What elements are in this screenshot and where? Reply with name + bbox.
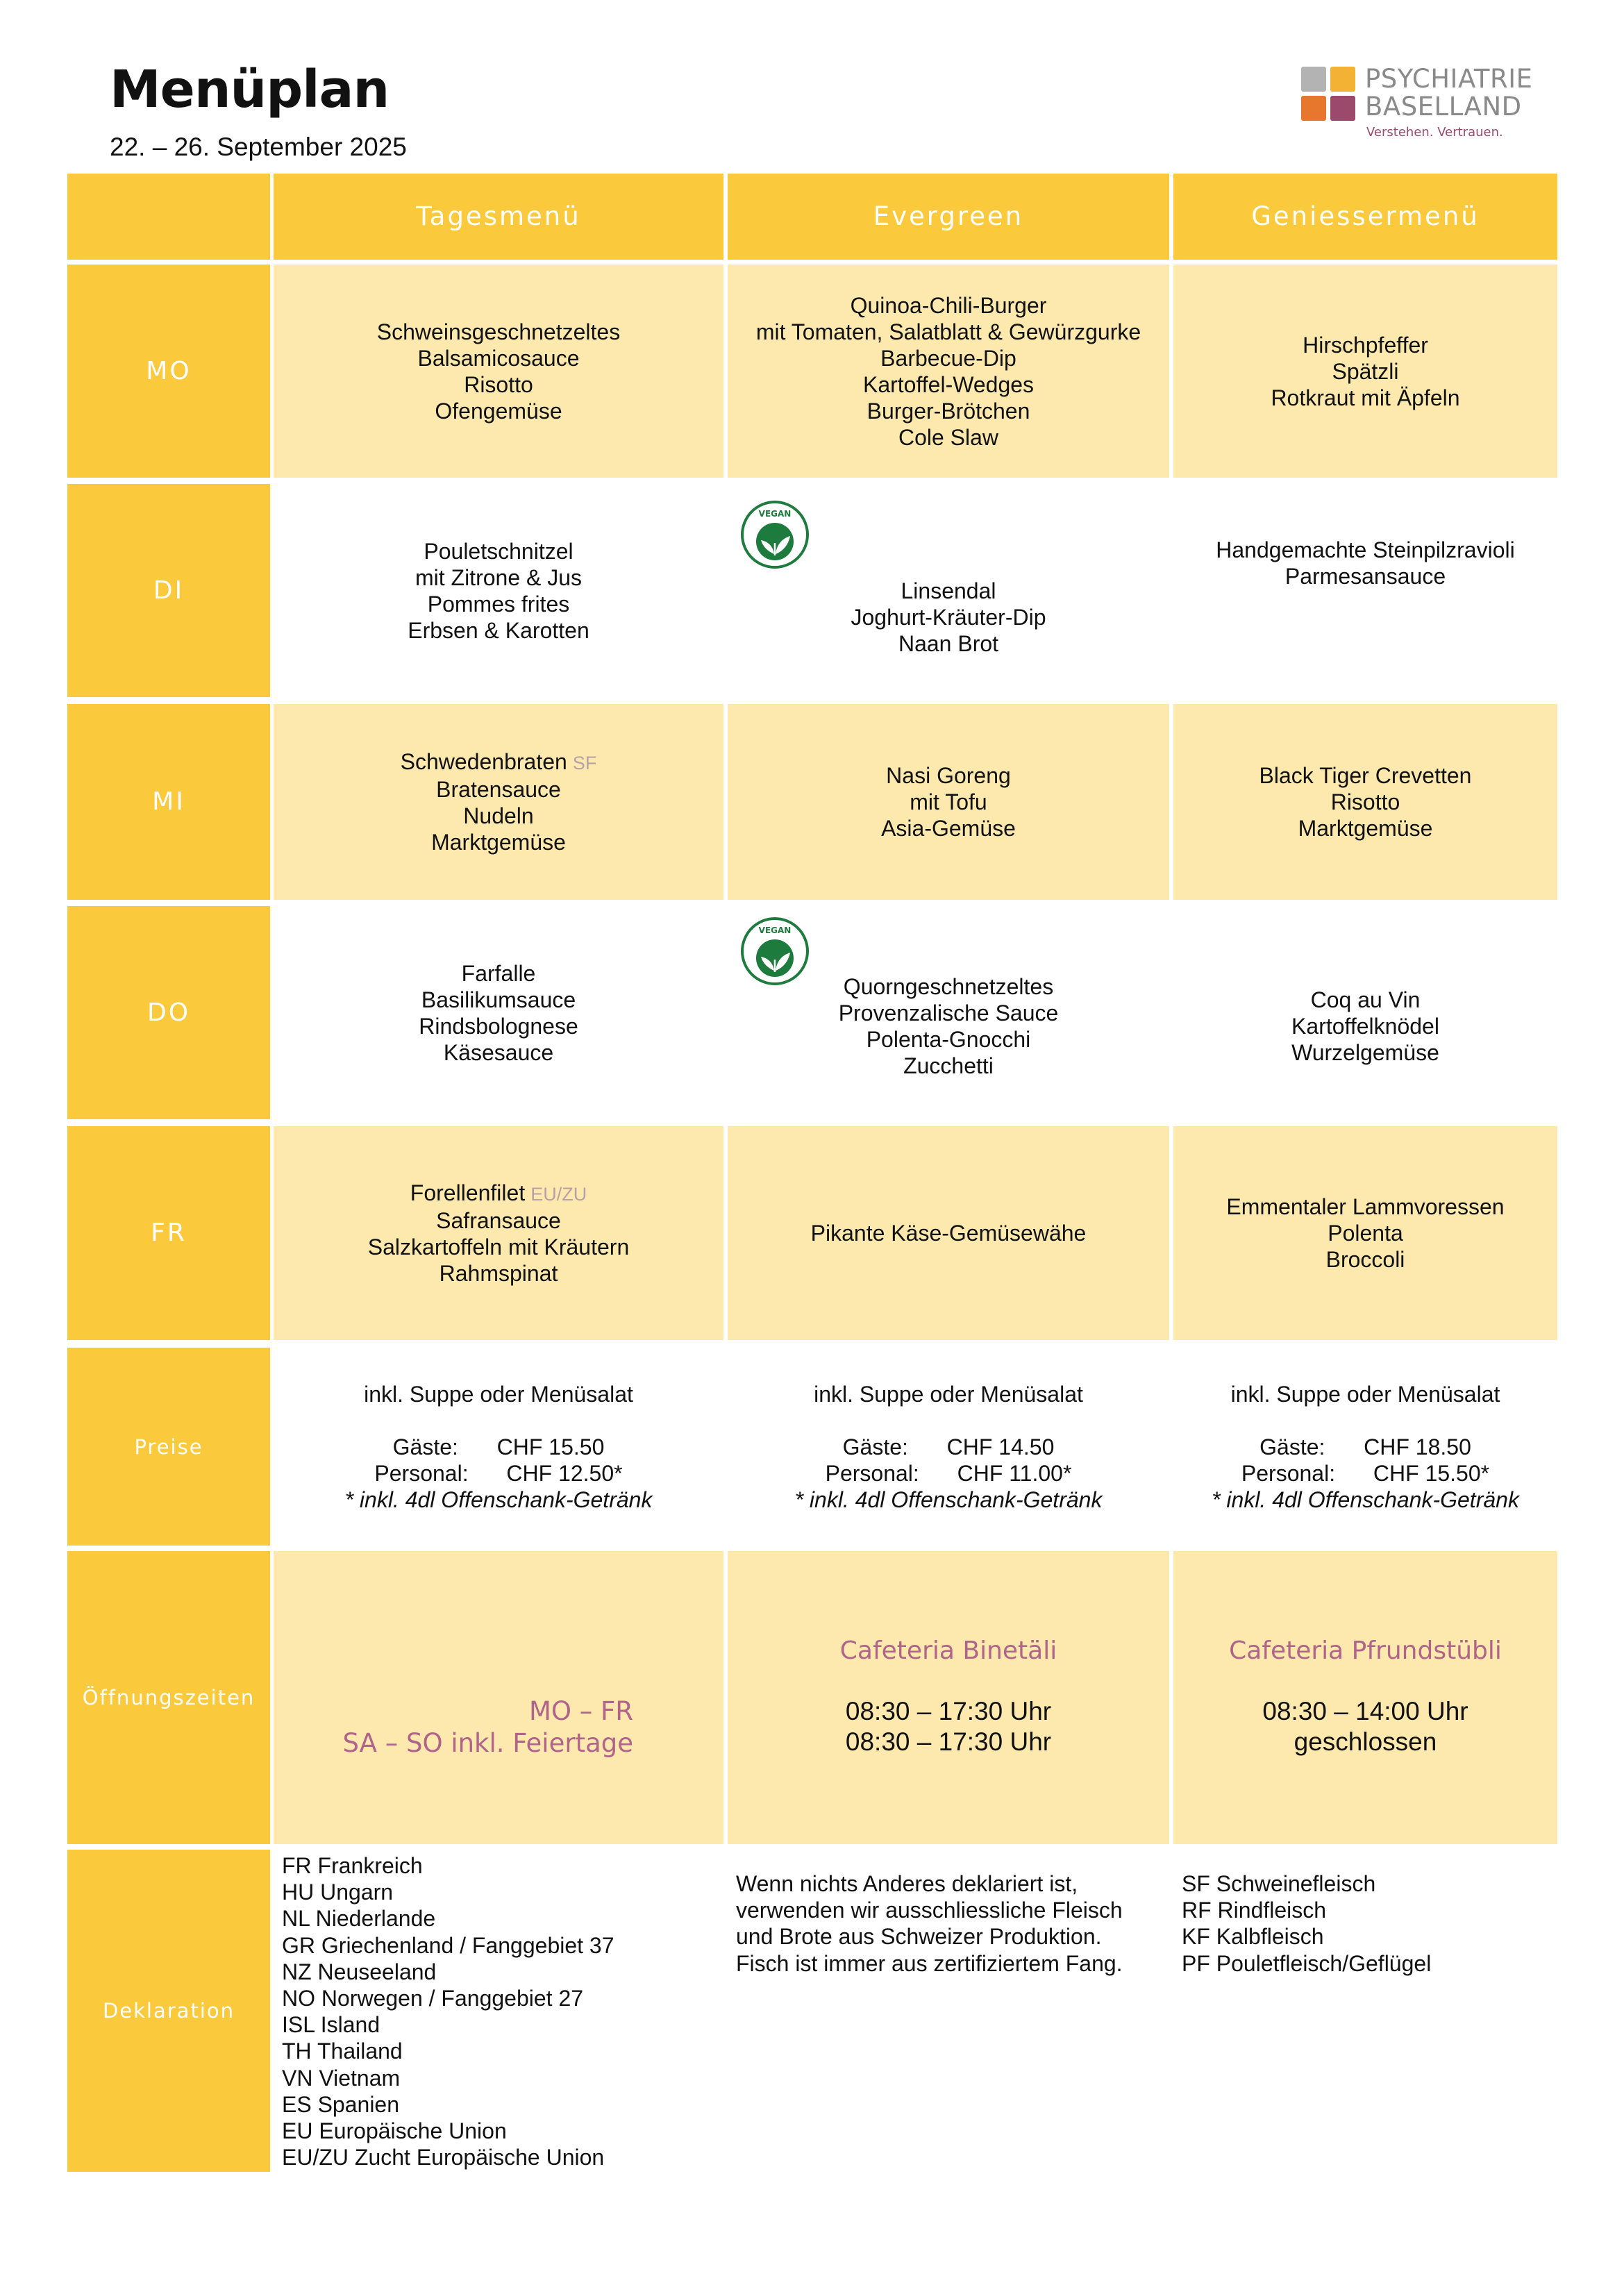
- menu-cell-mo-tagesmenu: Schweinsgeschnetzeltes Balsamicosauce Risotto Ofengemüse: [274, 265, 723, 478]
- price-cell-geniesser: inkl. Suppe oder Menüsalat Gäste: CHF 18.50 Personal: CHF 15.50* * inkl. 4dl Offenschank-Getränk: [1173, 1348, 1557, 1546]
- vegan-badge-icon: [740, 916, 810, 986]
- menu-cell-do-geniesser: Coq au Vin Kartoffelknödel Wurzelgemüse: [1173, 906, 1557, 1119]
- logo-square-gray: [1301, 67, 1326, 92]
- menu-cell-di-tagesmenu: Pouletschnitzel mit Zitrone & Jus Pommes frites Erbsen & Karotten: [274, 484, 723, 697]
- logo-square-purple: [1330, 96, 1355, 121]
- menu-cell-mo-evergreen: Quinoa-Chili-Burger mit Tomaten, Salatblatt & Gewürzgurke Barbecue-Dip Kartoffel-Wedges Burger-Brötchen Cole Slaw: [728, 265, 1169, 478]
- svg-text:VEGAN: VEGAN: [758, 509, 792, 519]
- date-range: 22. – 26. September 2025: [110, 133, 407, 161]
- logo-square-yellow: [1330, 67, 1355, 92]
- logo-square-orange: [1301, 96, 1326, 121]
- cafeteria-name: Cafeteria Binetäli: [839, 1637, 1057, 1665]
- menu-cell-mo-geniesser: Hirschpfeffer Spätzli Rotkraut mit Äpfeln: [1173, 265, 1557, 478]
- row-label-mi: MI: [67, 704, 270, 900]
- column-header-geniessermenu: Geniessermenü: [1173, 174, 1557, 260]
- opening-cell-binetaeli: Cafeteria Binetäli 08:30 – 17:30 Uhr 08:30 – 17:30 Uhr: [728, 1551, 1169, 1844]
- price-cell-tagesmenu: inkl. Suppe oder Menüsalat Gäste: CHF 15.50 Personal: CHF 12.50* * inkl. 4dl Offenschank-Getränk: [274, 1348, 723, 1546]
- vegan-badge-icon: [740, 500, 810, 569]
- meat-declaration-list: SF Schweinefleisch RF Rindfleisch KF Kalbfleisch PF Pouletfleisch/Geflügel: [1182, 1871, 1432, 1976]
- row-label-fr: FR: [67, 1126, 270, 1340]
- opening-weekday-label: MO – FR: [528, 1696, 633, 1726]
- row-label-do: DO: [67, 906, 270, 1119]
- menu-cell-do-tagesmenu: Farfalle Basilikumsauce Rindsbolognese Käsesauce: [274, 906, 723, 1119]
- country-declaration-list: FR Frankreich HU Ungarn NL Niederlande GR Griechenland / Fanggebiet 37 NZ Neuseeland NO Norwegen / Fanggebiet 27 ISL Island TH Thailand VN Vietnam ES Spanien EU Europäische Union EU/ZU Zucht Europäische Union: [282, 1853, 614, 2170]
- menu-cell-fr-tagesmenu: Forellenfilet EU/ZU Safransauce Salzkartoffeln mit Kräutern Rahmspinat: [274, 1126, 723, 1340]
- menu-cell-do-evergreen: Quorngeschnetzeltes Provenzalische Sauce Polenta-Gnocchi Zucchetti: [728, 906, 1169, 1119]
- header-corner: [67, 174, 270, 260]
- price-cell-evergreen: inkl. Suppe oder Menüsalat Gäste: CHF 14.50 Personal: CHF 11.00* * inkl. 4dl Offenschank-Getränk: [728, 1348, 1169, 1546]
- menu-cell-fr-evergreen: Pikante Käse-Gemüsewähe: [728, 1126, 1169, 1340]
- opening-days-cell: [274, 1551, 723, 1844]
- origin-tag: SF: [572, 753, 597, 773]
- opening-cell-pfrundstuebli: Cafeteria Pfrundstübli 08:30 – 14:00 Uhr geschlossen: [1173, 1551, 1557, 1844]
- logo: [1301, 64, 1558, 143]
- cafeteria-name: Cafeteria Pfrundstübli: [1229, 1637, 1502, 1665]
- opening-weekend-label: SA – SO inkl. Feiertage: [342, 1728, 633, 1758]
- menu-cell-mi-tagesmenu: Schwedenbraten SF Bratensauce Nudeln Marktgemüse: [274, 704, 723, 900]
- svg-text:VEGAN: VEGAN: [758, 926, 792, 935]
- row-label-oeffnungszeiten: Öffnungszeiten: [67, 1551, 270, 1844]
- column-header-tagesmenu: Tagesmenü: [274, 174, 723, 260]
- row-label-di: DI: [67, 484, 270, 697]
- logo-mark: [1301, 67, 1357, 122]
- origin-note: Wenn nichts Anderes deklariert ist, verwenden wir ausschliessliche Fleisch und Brote aus Schweizer Produktion. Fisch ist immer aus zertifiziertem Fang.: [736, 1871, 1123, 1976]
- menu-cell-fr-geniesser: Emmentaler Lammvoressen Polenta Broccoli: [1173, 1126, 1557, 1340]
- row-label-preise: Preise: [67, 1348, 270, 1546]
- column-header-evergreen: Evergreen: [728, 174, 1169, 260]
- logo-wordmark: PSYCHIATRIE BASELLAND: [1365, 64, 1533, 122]
- row-label-mo: MO: [67, 265, 270, 478]
- menu-cell-di-geniesser: Handgemachte Steinpilzravioli Parmesansauce: [1173, 484, 1557, 697]
- menu-cell-mi-geniesser: Black Tiger Crevetten Risotto Marktgemüse: [1173, 704, 1557, 900]
- logo-slogan: Verstehen. Vertrauen.: [1366, 125, 1503, 140]
- row-label-deklaration: Deklaration: [67, 1850, 270, 2172]
- menu-cell-di-evergreen: Linsendal Joghurt-Kräuter-Dip Naan Brot: [728, 484, 1169, 697]
- origin-tag: EU/ZU: [530, 1184, 587, 1205]
- menu-cell-mi-evergreen: Nasi Goreng mit Tofu Asia-Gemüse: [728, 704, 1169, 900]
- page-title: Menüplan: [110, 60, 390, 119]
